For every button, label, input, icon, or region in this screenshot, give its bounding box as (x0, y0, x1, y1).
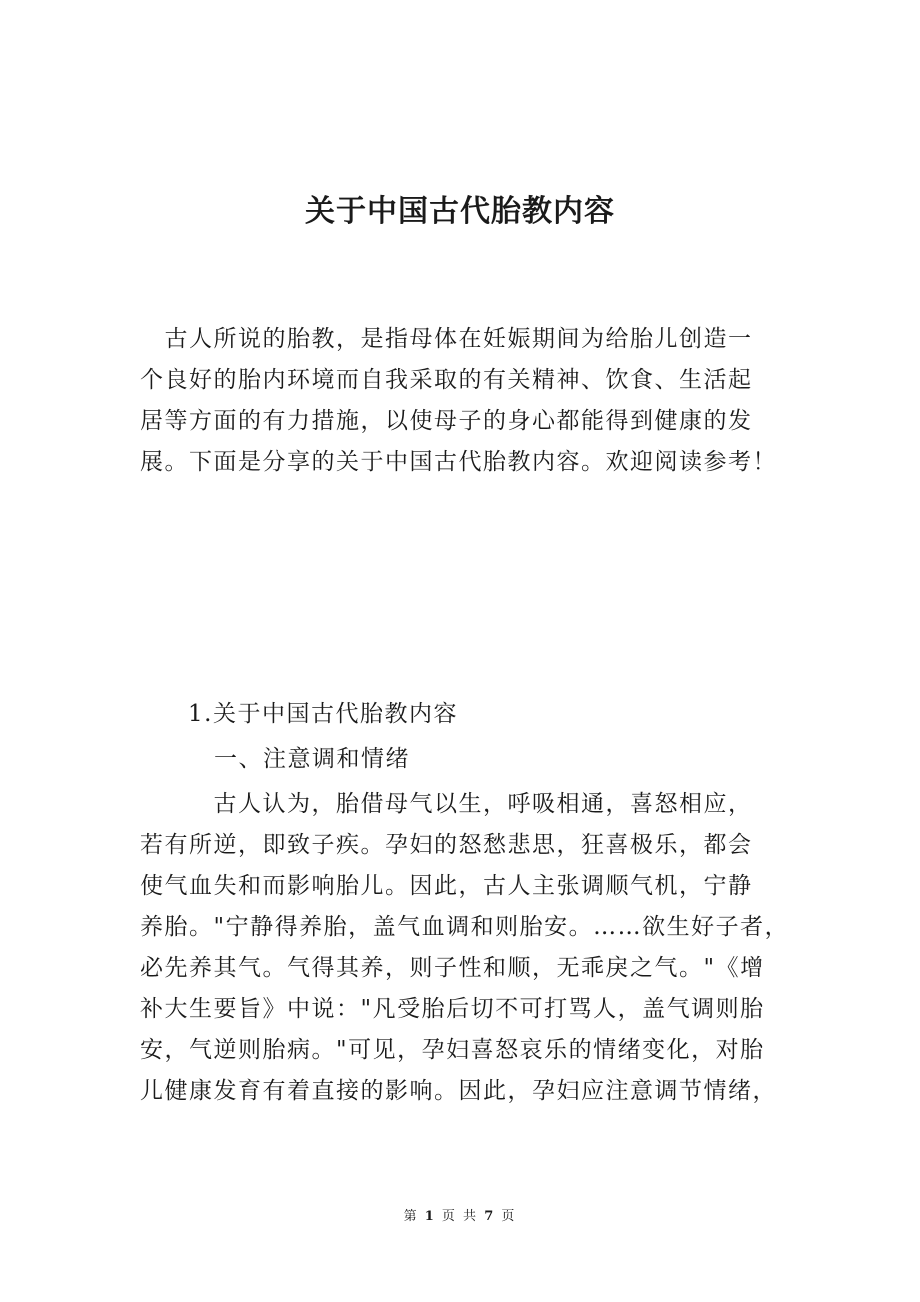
body-line: 必先养其气。气得其养，则子性和顺，无乖戾之气。"《增 (140, 955, 765, 981)
intro-paragraph (140, 319, 780, 483)
body-line: 古人认为，胎借母气以生，呼吸相通，喜怒相应， (140, 791, 753, 817)
body-line: 安，气逆则胎病。"可见，孕妇喜怒哀乐的情绪变化，对胎 (140, 1037, 765, 1063)
footer-prefix: 第 (403, 1209, 419, 1224)
body-line: 养胎。"宁静得养胎，盖气血调和则胎安。……欲生好子者， (140, 914, 790, 940)
body-paragraph (140, 784, 790, 1112)
intro-line: 居等方面的有力措施，以使母子的身心都能得到健康的发 (140, 408, 753, 434)
body-line: 使气血失和而影响胎儿。因此，古人主张调顺气机，宁静 (140, 873, 753, 899)
intro-line: 古人所说的胎教，是指母体在妊娠期间为给胎儿创造一 (140, 326, 753, 352)
document-title: 关于中国古代胎教内容 (305, 194, 615, 229)
footer-suffix: 页 (501, 1209, 517, 1224)
body-line: 儿健康发育有着直接的影响。因此，孕妇应注意调节情绪， (140, 1078, 777, 1104)
intro-line: 展。下面是分享的关于中国古代胎教内容。欢迎阅读参考！ (140, 449, 777, 475)
footer-current-page: 1 (424, 1209, 436, 1224)
intro-line: 个良好的胎内环境而自我采取的有关精神、饮食、生活起 (140, 367, 753, 393)
footer-middle: 页 共 (441, 1209, 479, 1224)
page-footer (0, 1207, 920, 1227)
section-heading: 1.关于中国古代胎教内容 (188, 701, 458, 727)
body-line: 补大生要旨》中说："凡受胎后切不可打骂人，盖气调则胎 (140, 996, 765, 1022)
subsection-heading: 一、注意调和情绪 (214, 746, 410, 772)
footer-total-pages: 7 (484, 1209, 496, 1224)
body-line: 若有所逆，即致子疾。孕妇的怒愁悲思，狂喜极乐，都会 (140, 832, 753, 858)
